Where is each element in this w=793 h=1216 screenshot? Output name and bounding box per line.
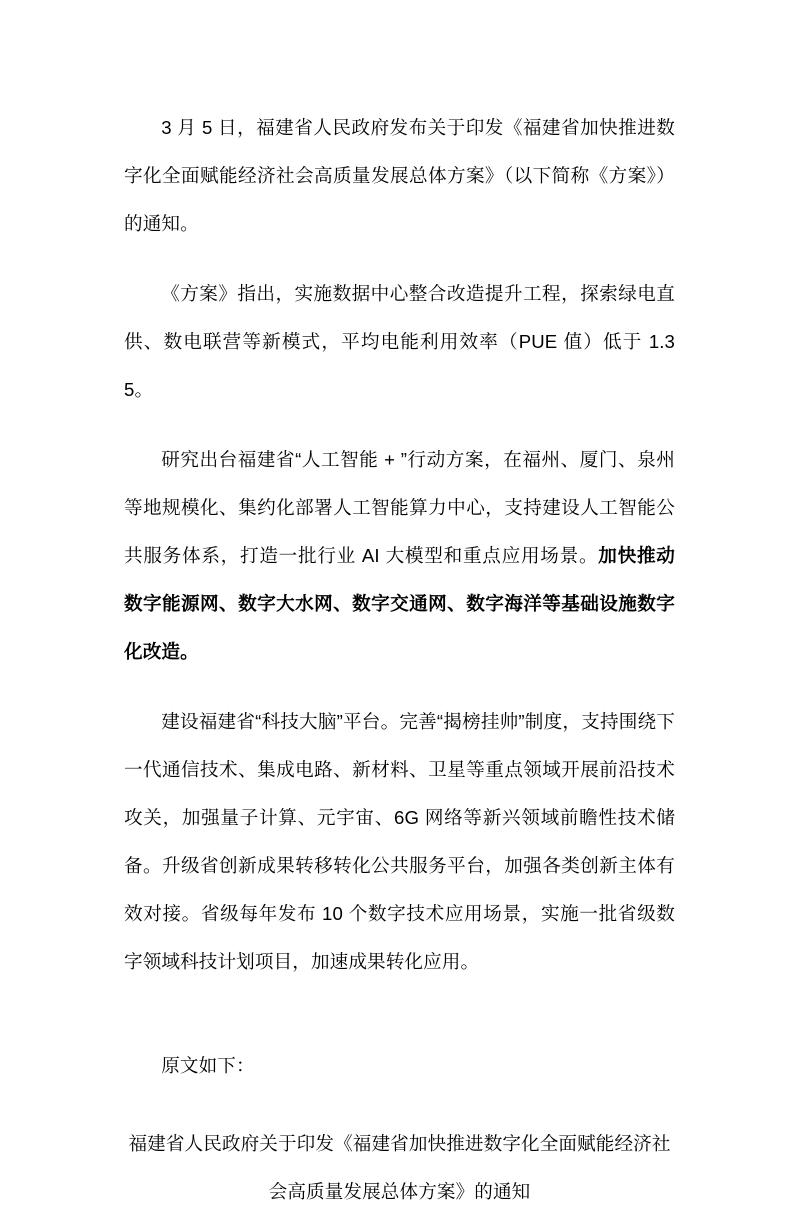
paragraph-original-text-label: 原文如下： <box>161 1055 255 1076</box>
paragraph-ai-plus <box>124 436 675 676</box>
paragraph-data-center: 《方案》指出，实施数据中心整合改造提升工程，探索绿电直供、数电联营等新模式，平均电能利用效率（PUE 值）低于 1.35。 <box>124 283 675 400</box>
paragraph-ai-plus-plain-run: 研究出台福建省“人工智能 + ”行动方案，在福州、厦门、泉州等地规模化、集约化部署人工智能算力中心，支持建设人工智能公共服务体系，打造一批行业 AI 大模型和重点应用场景。 <box>124 449 675 566</box>
section-spacer <box>124 1008 675 1042</box>
document-title: 福建省人民政府关于印发《福建省加快推进数字化全面赋能经济社会高质量发展总体方案》的通知 <box>128 1133 671 1202</box>
paragraph-tech-brain: 建设福建省“科技大脑”平台。完善“揭榜挂帅”制度，支持围绕下一代通信技术、集成电路、新材料、卫星等重点领域开展前沿技术攻关，加强量子计算、元宇宙、6G 网络等新兴领域前瞻性技术储备。升级省创新成果转移转化公共服务平台，加强各类创新主体有效对接。省级每年发布 10 个数字技术应用场景，实施一批省级数字领域科技计划项目，加速成果转化应用。 <box>124 711 675 972</box>
title-block <box>124 1120 675 1216</box>
paragraph-notice-release: 3 月 5 日，福建省人民政府发布关于印发《福建省加快推进数字化全面赋能经济社会高质量发展总体方案》（以下简称《方案》）的通知。 <box>124 117 675 234</box>
document-body <box>124 104 675 1216</box>
paragraph-ai-plus-bold-run: 加快推动数字能源网、数字大水网、数字交通网、数字海洋等基础设施数字化改造。 <box>124 545 675 662</box>
